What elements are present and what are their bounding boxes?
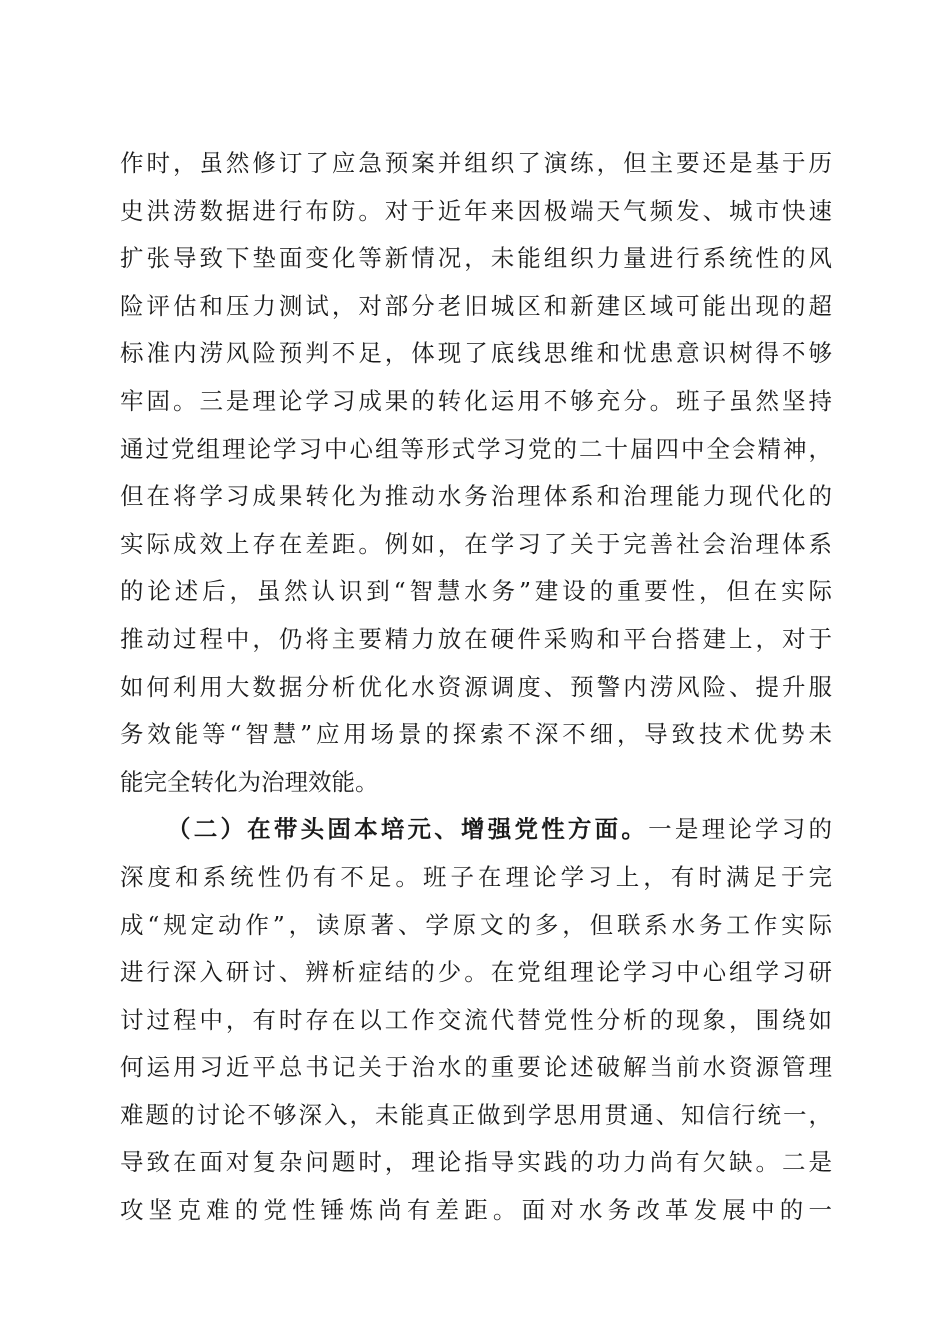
text-line: 如何利用大数据分析优化水资源调度、预警内涝风险、提升服	[120, 672, 832, 701]
text-line: 作时，虽然修订了应急预案并组织了演练，但主要还是基于历	[120, 149, 832, 177]
text-line: 牢固。三是理论学习成果的转化运用不够充分。班子虽然坚持	[120, 386, 832, 415]
text-line: 扩张导致下垫面变化等新情况，未能组织力量进行系统性的风	[120, 244, 832, 273]
text-line: 史洪涝数据进行布防。对于近年来因极端天气频发、城市快速	[120, 196, 832, 225]
text-line: 险评估和压力测试，对部分老旧城区和新建区域可能出现的超	[120, 291, 832, 320]
section-heading-line	[120, 806, 832, 854]
text-line: 推动过程中，仍将主要精力放在硬件采购和平台搭建上，对于	[120, 624, 832, 653]
text-line: 的论述后，虽然认识到“智慧水务”建设的重要性，但在实际	[120, 577, 832, 606]
section-heading: （二）在带头固本培元、增强党性方面。	[167, 815, 649, 844]
text-line: 实际成效上存在差距。例如，在学习了关于完善社会治理体系	[120, 529, 832, 558]
text-line: 能完全转化为治理效能。	[120, 767, 379, 796]
text-line: 讨过程中，有时存在以工作交流代替党性分析的现象，围绕如	[120, 1005, 832, 1034]
text-line: 何运用习近平总书记关于治水的重要论述破解当前水资源管理	[120, 1053, 832, 1082]
text-line: 通过党组理论学习中心组等形式学习党的二十届四中全会精神，	[120, 434, 832, 463]
text-line: 成“规定动作”，读原著、学原文的多，但联系水务工作实际	[120, 910, 832, 939]
text-line: 难题的讨论不够深入，未能真正做到学思用贯通、知信行统一，	[120, 1100, 832, 1129]
text-line: 攻坚克难的党性锤炼尚有差距。面对水务改革发展中的一	[120, 1196, 832, 1225]
text-line: 但在将学习成果转化为推动水务治理体系和治理能力现代化的	[120, 482, 832, 511]
text-line: 进行深入研讨、辨析症结的少。在党组理论学习中心组学习研	[120, 958, 832, 987]
text-fragment: 一是理论学习的	[648, 815, 832, 844]
text-line: 导致在面对复杂问题时，理论指导实践的功力尚有欠缺。二是	[120, 1148, 832, 1177]
text-line: 深度和系统性仍有不足。班子在理论学习上，有时满足于完	[120, 862, 832, 891]
body-text	[120, 140, 832, 1235]
text-line: 务效能等“智慧”应用场景的探索不深不细，导致技术优势未	[120, 720, 832, 749]
text-line: 标准内涝风险预判不足，体现了底线思维和忧患意识树得不够	[120, 339, 832, 368]
